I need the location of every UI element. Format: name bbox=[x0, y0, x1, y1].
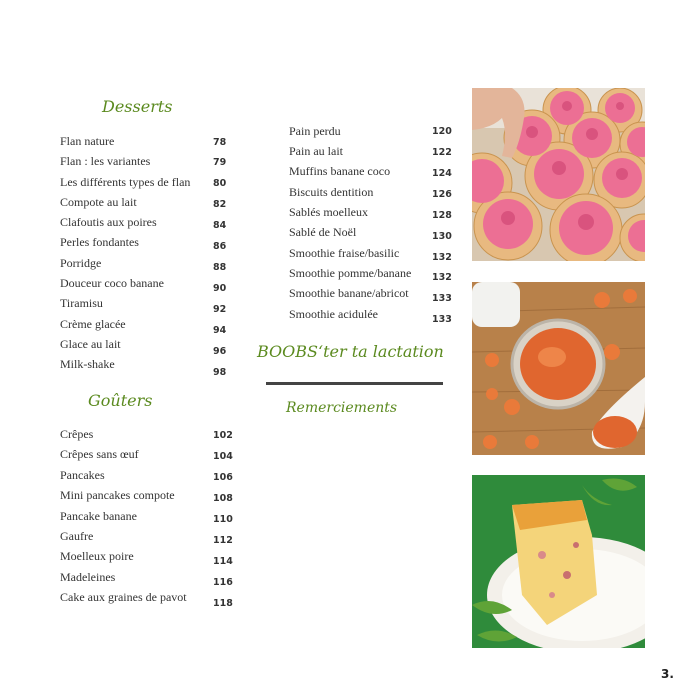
toc-item-label: Flan nature bbox=[60, 134, 115, 148]
toc-item-page: 108 bbox=[213, 493, 233, 504]
toc-item-page: 102 bbox=[213, 430, 233, 441]
toc-item-label: Crêpes bbox=[60, 427, 94, 441]
toc-item-label: Smoothie fraise/basilic bbox=[289, 246, 400, 260]
section-divider bbox=[266, 382, 443, 385]
toc-item-page: 86 bbox=[213, 241, 227, 252]
toc-item-label: Porridge bbox=[60, 256, 102, 270]
toc-item-page: 120 bbox=[432, 126, 452, 137]
toc-item-label: Pain perdu bbox=[289, 124, 341, 138]
toc-item-label: Sablé de Noël bbox=[289, 225, 357, 239]
toc-item-label: Madeleines bbox=[60, 570, 116, 584]
toc-item-page: 88 bbox=[213, 262, 227, 273]
toc-item-page: 82 bbox=[213, 199, 227, 210]
toc-item-label: Perles fondantes bbox=[60, 235, 139, 249]
toc-item-label: Moelleux poire bbox=[60, 549, 134, 563]
cookies-photo bbox=[472, 88, 645, 261]
toc-item-label: Tiramisu bbox=[60, 296, 103, 310]
page-number: 3. bbox=[661, 667, 674, 681]
toc-item-label: Pain au lait bbox=[289, 144, 343, 158]
toc-item-label: Clafoutis aux poires bbox=[60, 215, 157, 229]
toc-item-page: 78 bbox=[213, 137, 227, 148]
toc-item-page: 126 bbox=[432, 189, 452, 200]
toc-item-label: Compote au lait bbox=[60, 195, 137, 209]
toc-item-page: 128 bbox=[432, 210, 452, 221]
toc-item-label: Pancakes bbox=[60, 468, 105, 482]
toc-item-page: 104 bbox=[213, 451, 233, 462]
toc-item-label: Smoothie banane/abricot bbox=[289, 286, 409, 300]
toc-item-page: 92 bbox=[213, 304, 227, 315]
remerciements-title: Remerciements bbox=[286, 400, 398, 416]
toc-item-label: Les différents types de flan bbox=[60, 175, 191, 189]
toc-item-page: 106 bbox=[213, 472, 233, 483]
toc-item-label: Gaufre bbox=[60, 529, 94, 543]
toc-item-label: Biscuits dentition bbox=[289, 185, 374, 199]
toc-item-page: 112 bbox=[213, 535, 233, 546]
toc-item-page: 122 bbox=[432, 147, 452, 158]
gouters-title: Goûters bbox=[88, 391, 153, 410]
toc-item-page: 96 bbox=[213, 346, 227, 357]
toc-item-label: Milk-shake bbox=[60, 357, 115, 371]
toc-item-page: 116 bbox=[213, 577, 233, 588]
cake-photo bbox=[472, 475, 645, 648]
toc-item-label: Crêpes sans œuf bbox=[60, 447, 139, 461]
lactation-title: BOOBS‘ter ta lactation bbox=[257, 342, 444, 361]
toc-item-label: Flan : les variantes bbox=[60, 154, 151, 168]
toc-item-page: 130 bbox=[432, 231, 452, 242]
toc-item-page: 124 bbox=[432, 168, 452, 179]
toc-item-page: 118 bbox=[213, 598, 233, 609]
toc-item-page: 114 bbox=[213, 556, 233, 567]
toc-item-label: Pancake banane bbox=[60, 509, 137, 523]
toc-item-label: Mini pancakes compote bbox=[60, 488, 175, 502]
toc-item-label: Muffins banane coco bbox=[289, 164, 391, 178]
toc-item-page: 90 bbox=[213, 283, 227, 294]
toc-item-page: 98 bbox=[213, 367, 227, 378]
toc-item-page: 80 bbox=[213, 178, 227, 189]
toc-item-page: 94 bbox=[213, 325, 227, 336]
toc-item-page: 84 bbox=[213, 220, 227, 231]
carrot-spread-photo bbox=[472, 282, 645, 455]
toc-item-label: Smoothie pomme/banane bbox=[289, 266, 412, 280]
toc-item-page: 79 bbox=[213, 157, 227, 168]
toc-item-page: 132 bbox=[432, 252, 452, 263]
toc-item-label: Crème glacée bbox=[60, 317, 126, 331]
toc-item-label: Smoothie acidulée bbox=[289, 307, 378, 321]
toc-item-label: Sablés moelleux bbox=[289, 205, 368, 219]
toc-item-page: 132 bbox=[432, 272, 452, 283]
toc-item-page: 110 bbox=[213, 514, 233, 525]
desserts-title: Desserts bbox=[102, 97, 173, 116]
toc-item-page: 133 bbox=[432, 314, 452, 325]
toc-item-label: Cake aux graines de pavot bbox=[60, 590, 187, 604]
toc-item-label: Glace au lait bbox=[60, 337, 121, 351]
toc-item-page: 133 bbox=[432, 293, 452, 304]
toc-item-label: Douceur coco banane bbox=[60, 276, 164, 290]
